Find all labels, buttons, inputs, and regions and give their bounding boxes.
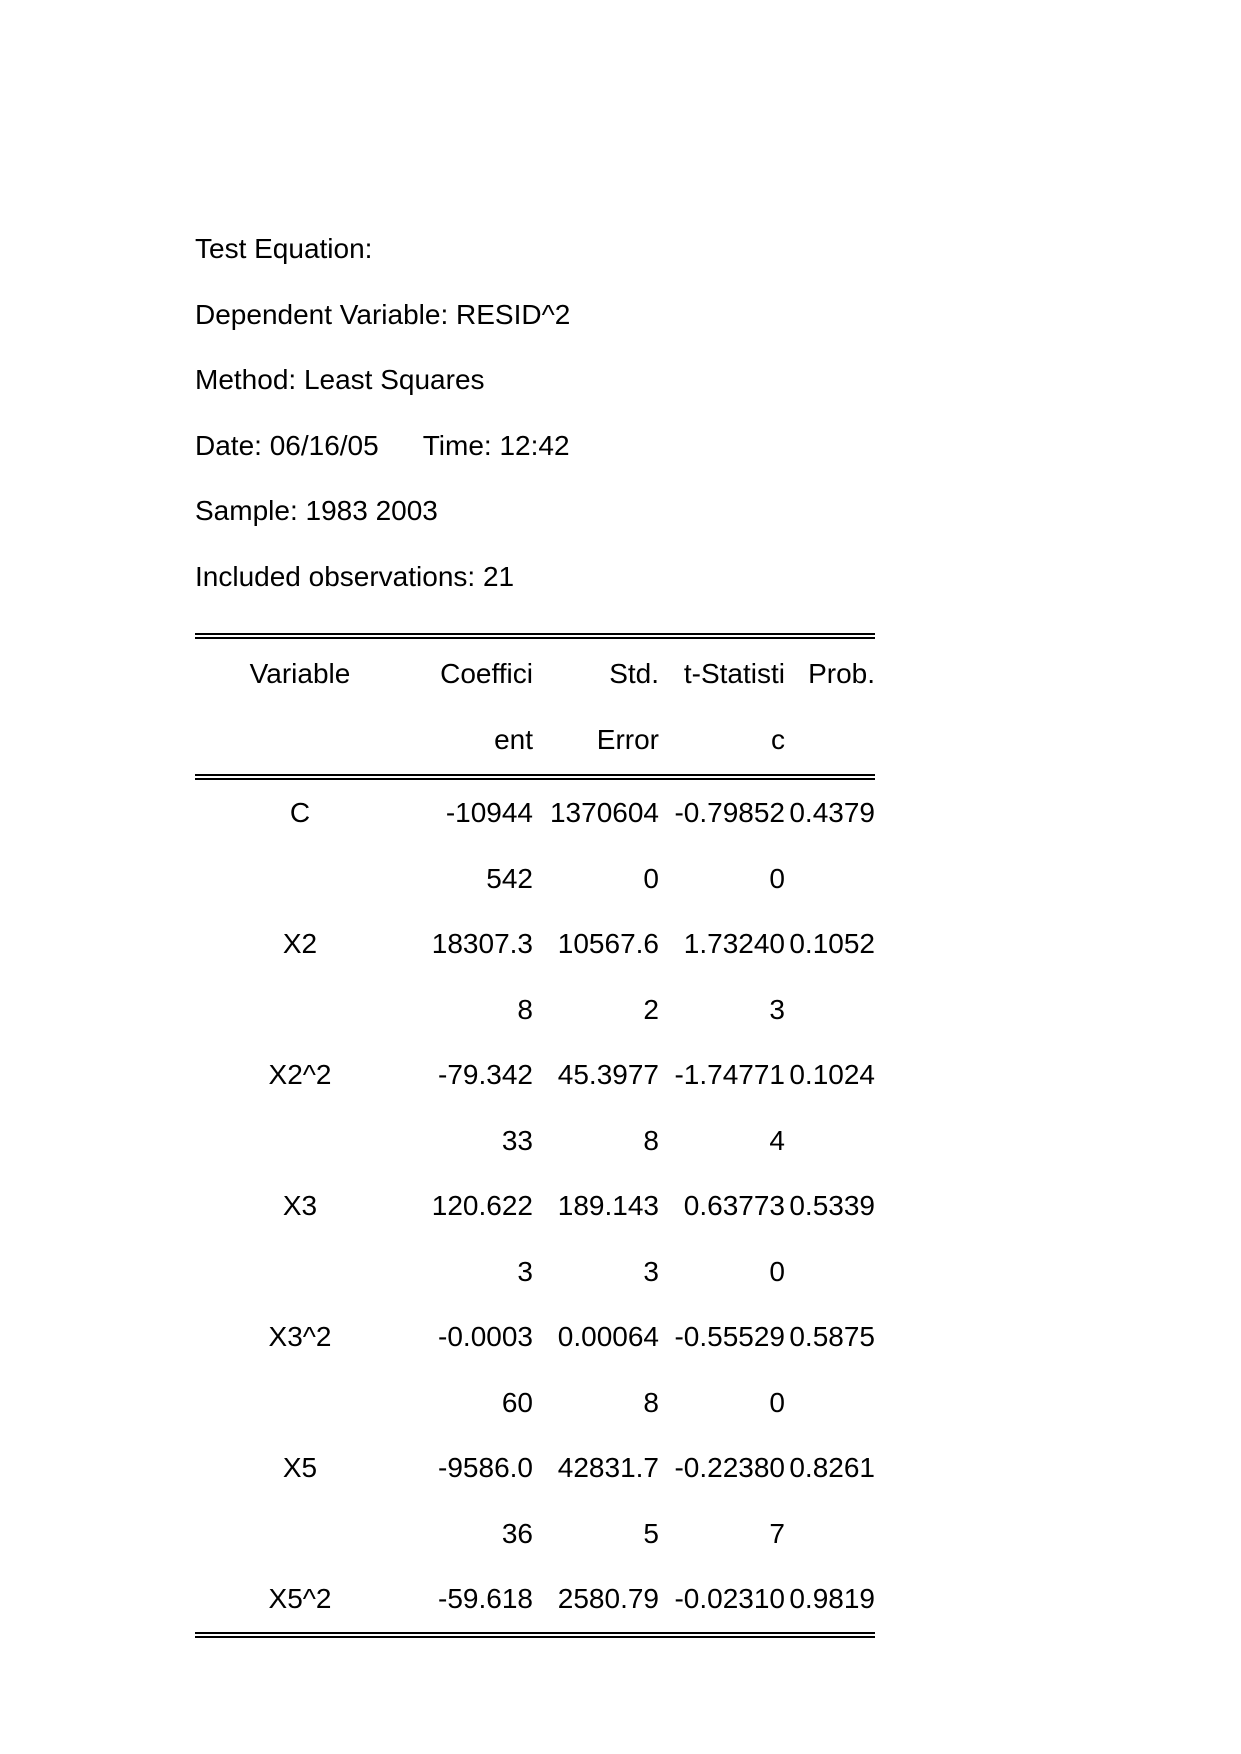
included-observations-line: Included observations: 21 bbox=[195, 560, 515, 592]
table-row bbox=[195, 977, 875, 1043]
table-row bbox=[195, 1501, 875, 1567]
cell-prob bbox=[785, 977, 875, 1043]
cell-prob: 0.8261 bbox=[789, 1452, 875, 1483]
cell-std-error: 2 bbox=[643, 993, 659, 1025]
cell-variable: X2 bbox=[282, 928, 318, 959]
cell-variable bbox=[195, 1108, 405, 1174]
table-row bbox=[195, 1370, 875, 1436]
cell-std-error: 3 bbox=[643, 1255, 659, 1287]
cell-prob bbox=[785, 1370, 875, 1436]
test-equation-label: Test Equation: bbox=[195, 233, 373, 264]
cell-t-statistic: 0 bbox=[769, 862, 785, 894]
cell-prob bbox=[785, 846, 875, 912]
cell-coefficient: -9586.0 bbox=[438, 1452, 533, 1483]
header-prob: Prob. bbox=[808, 658, 875, 689]
cell-variable bbox=[195, 1370, 405, 1436]
cell-prob: 0.1052 bbox=[789, 928, 875, 959]
table-row bbox=[195, 1566, 875, 1632]
cell-t-statistic: -0.79852 bbox=[674, 797, 785, 828]
cell-coefficient: 60 bbox=[501, 1386, 533, 1418]
cell-t-statistic: 1.73240 bbox=[683, 928, 785, 959]
header-std-error: Std. bbox=[609, 658, 659, 689]
cell-std-error: 2580.79 bbox=[557, 1583, 659, 1614]
table-bottom-rule bbox=[195, 1632, 875, 1638]
cell-t-statistic: 0.63773 bbox=[683, 1190, 785, 1221]
cell-std-error: 189.143 bbox=[557, 1190, 659, 1221]
cell-std-error: 42831.7 bbox=[557, 1452, 659, 1483]
cell-t-statistic: -0.02310 bbox=[674, 1583, 785, 1614]
cell-t-statistic: -0.55529 bbox=[674, 1321, 785, 1352]
cell-variable bbox=[195, 1239, 405, 1305]
table-row bbox=[195, 1042, 875, 1108]
method-line: Method: Least Squares bbox=[195, 364, 485, 395]
date-time-line bbox=[195, 413, 875, 479]
header-coefficient: Coeffici bbox=[440, 658, 533, 689]
cell-coefficient: 18307.3 bbox=[431, 928, 533, 959]
cell-t-statistic: 3 bbox=[769, 993, 785, 1025]
table-row bbox=[195, 1435, 875, 1501]
table-row bbox=[195, 846, 875, 912]
cell-variable: X5^2 bbox=[268, 1583, 332, 1614]
cell-coefficient: -59.618 bbox=[438, 1583, 533, 1614]
cell-t-statistic: 7 bbox=[769, 1517, 785, 1549]
cell-std-error: 10567.6 bbox=[557, 928, 659, 959]
cell-t-statistic: 4 bbox=[769, 1124, 785, 1156]
cell-coefficient: 36 bbox=[501, 1517, 533, 1549]
cell-coefficient: 120.622 bbox=[431, 1190, 533, 1221]
header-t-statistic-cont: c bbox=[771, 723, 785, 755]
table-row bbox=[195, 1108, 875, 1174]
cell-variable bbox=[195, 977, 405, 1043]
coefficient-table bbox=[195, 633, 875, 1638]
cell-std-error: 8 bbox=[643, 1124, 659, 1156]
cell-std-error: 8 bbox=[643, 1386, 659, 1418]
table-body bbox=[195, 780, 875, 1632]
table-row bbox=[195, 1173, 875, 1239]
dependent-variable-line: Dependent Variable: RESID^2 bbox=[195, 298, 571, 330]
header-variable: Variable bbox=[249, 658, 351, 689]
cell-coefficient: 542 bbox=[486, 862, 533, 894]
cell-coefficient: -0.0003 bbox=[438, 1321, 533, 1352]
cell-std-error: 45.3977 bbox=[557, 1059, 659, 1090]
cell-prob: 0.4379 bbox=[789, 797, 875, 828]
table-row bbox=[195, 1239, 875, 1305]
cell-coefficient: 3 bbox=[517, 1255, 533, 1287]
cell-variable: C bbox=[289, 797, 311, 828]
time-text: Time: 12:42 bbox=[422, 429, 570, 461]
date-text: Date: 06/16/05 bbox=[195, 429, 379, 461]
table-header-row bbox=[195, 707, 875, 773]
cell-std-error: 1370604 bbox=[549, 797, 659, 828]
cell-variable: X3 bbox=[282, 1190, 318, 1221]
table-row bbox=[195, 911, 875, 977]
regression-output bbox=[195, 216, 875, 1638]
cell-std-error: 0 bbox=[643, 862, 659, 894]
cell-coefficient: -79.342 bbox=[438, 1059, 533, 1090]
cell-t-statistic: 0 bbox=[769, 1255, 785, 1287]
header-variable-cont bbox=[195, 707, 405, 773]
cell-t-statistic: -0.22380 bbox=[674, 1452, 785, 1483]
table-row bbox=[195, 1304, 875, 1370]
cell-variable bbox=[195, 1501, 405, 1567]
cell-prob bbox=[785, 1108, 875, 1174]
sample-line: Sample: 1983 2003 bbox=[195, 495, 438, 526]
cell-variable bbox=[195, 846, 405, 912]
cell-prob: 0.5339 bbox=[789, 1190, 875, 1221]
cell-variable: X5 bbox=[282, 1452, 318, 1483]
cell-coefficient: 8 bbox=[517, 993, 533, 1025]
table-header-row bbox=[195, 641, 875, 707]
table-header bbox=[195, 639, 875, 774]
header-t-statistic: t-Statisti bbox=[683, 658, 785, 689]
cell-prob: 0.5875 bbox=[789, 1321, 875, 1352]
cell-prob: 0.1024 bbox=[789, 1059, 875, 1090]
cell-prob bbox=[785, 1501, 875, 1567]
header-std-error-cont: Error bbox=[596, 723, 659, 755]
cell-coefficient: 33 bbox=[501, 1124, 533, 1156]
table-row bbox=[195, 780, 875, 846]
cell-variable: X2^2 bbox=[268, 1059, 332, 1090]
cell-std-error: 5 bbox=[643, 1517, 659, 1549]
cell-t-statistic: -1.74771 bbox=[674, 1059, 785, 1090]
cell-prob: 0.9819 bbox=[789, 1583, 875, 1614]
cell-variable: X3^2 bbox=[268, 1321, 332, 1352]
cell-prob bbox=[785, 1239, 875, 1305]
cell-t-statistic: 0 bbox=[769, 1386, 785, 1418]
header-prob-cont bbox=[785, 707, 875, 773]
header-coefficient-cont: ent bbox=[494, 723, 533, 755]
cell-coefficient: -10944 bbox=[445, 797, 533, 828]
cell-std-error: 0.00064 bbox=[557, 1321, 659, 1352]
